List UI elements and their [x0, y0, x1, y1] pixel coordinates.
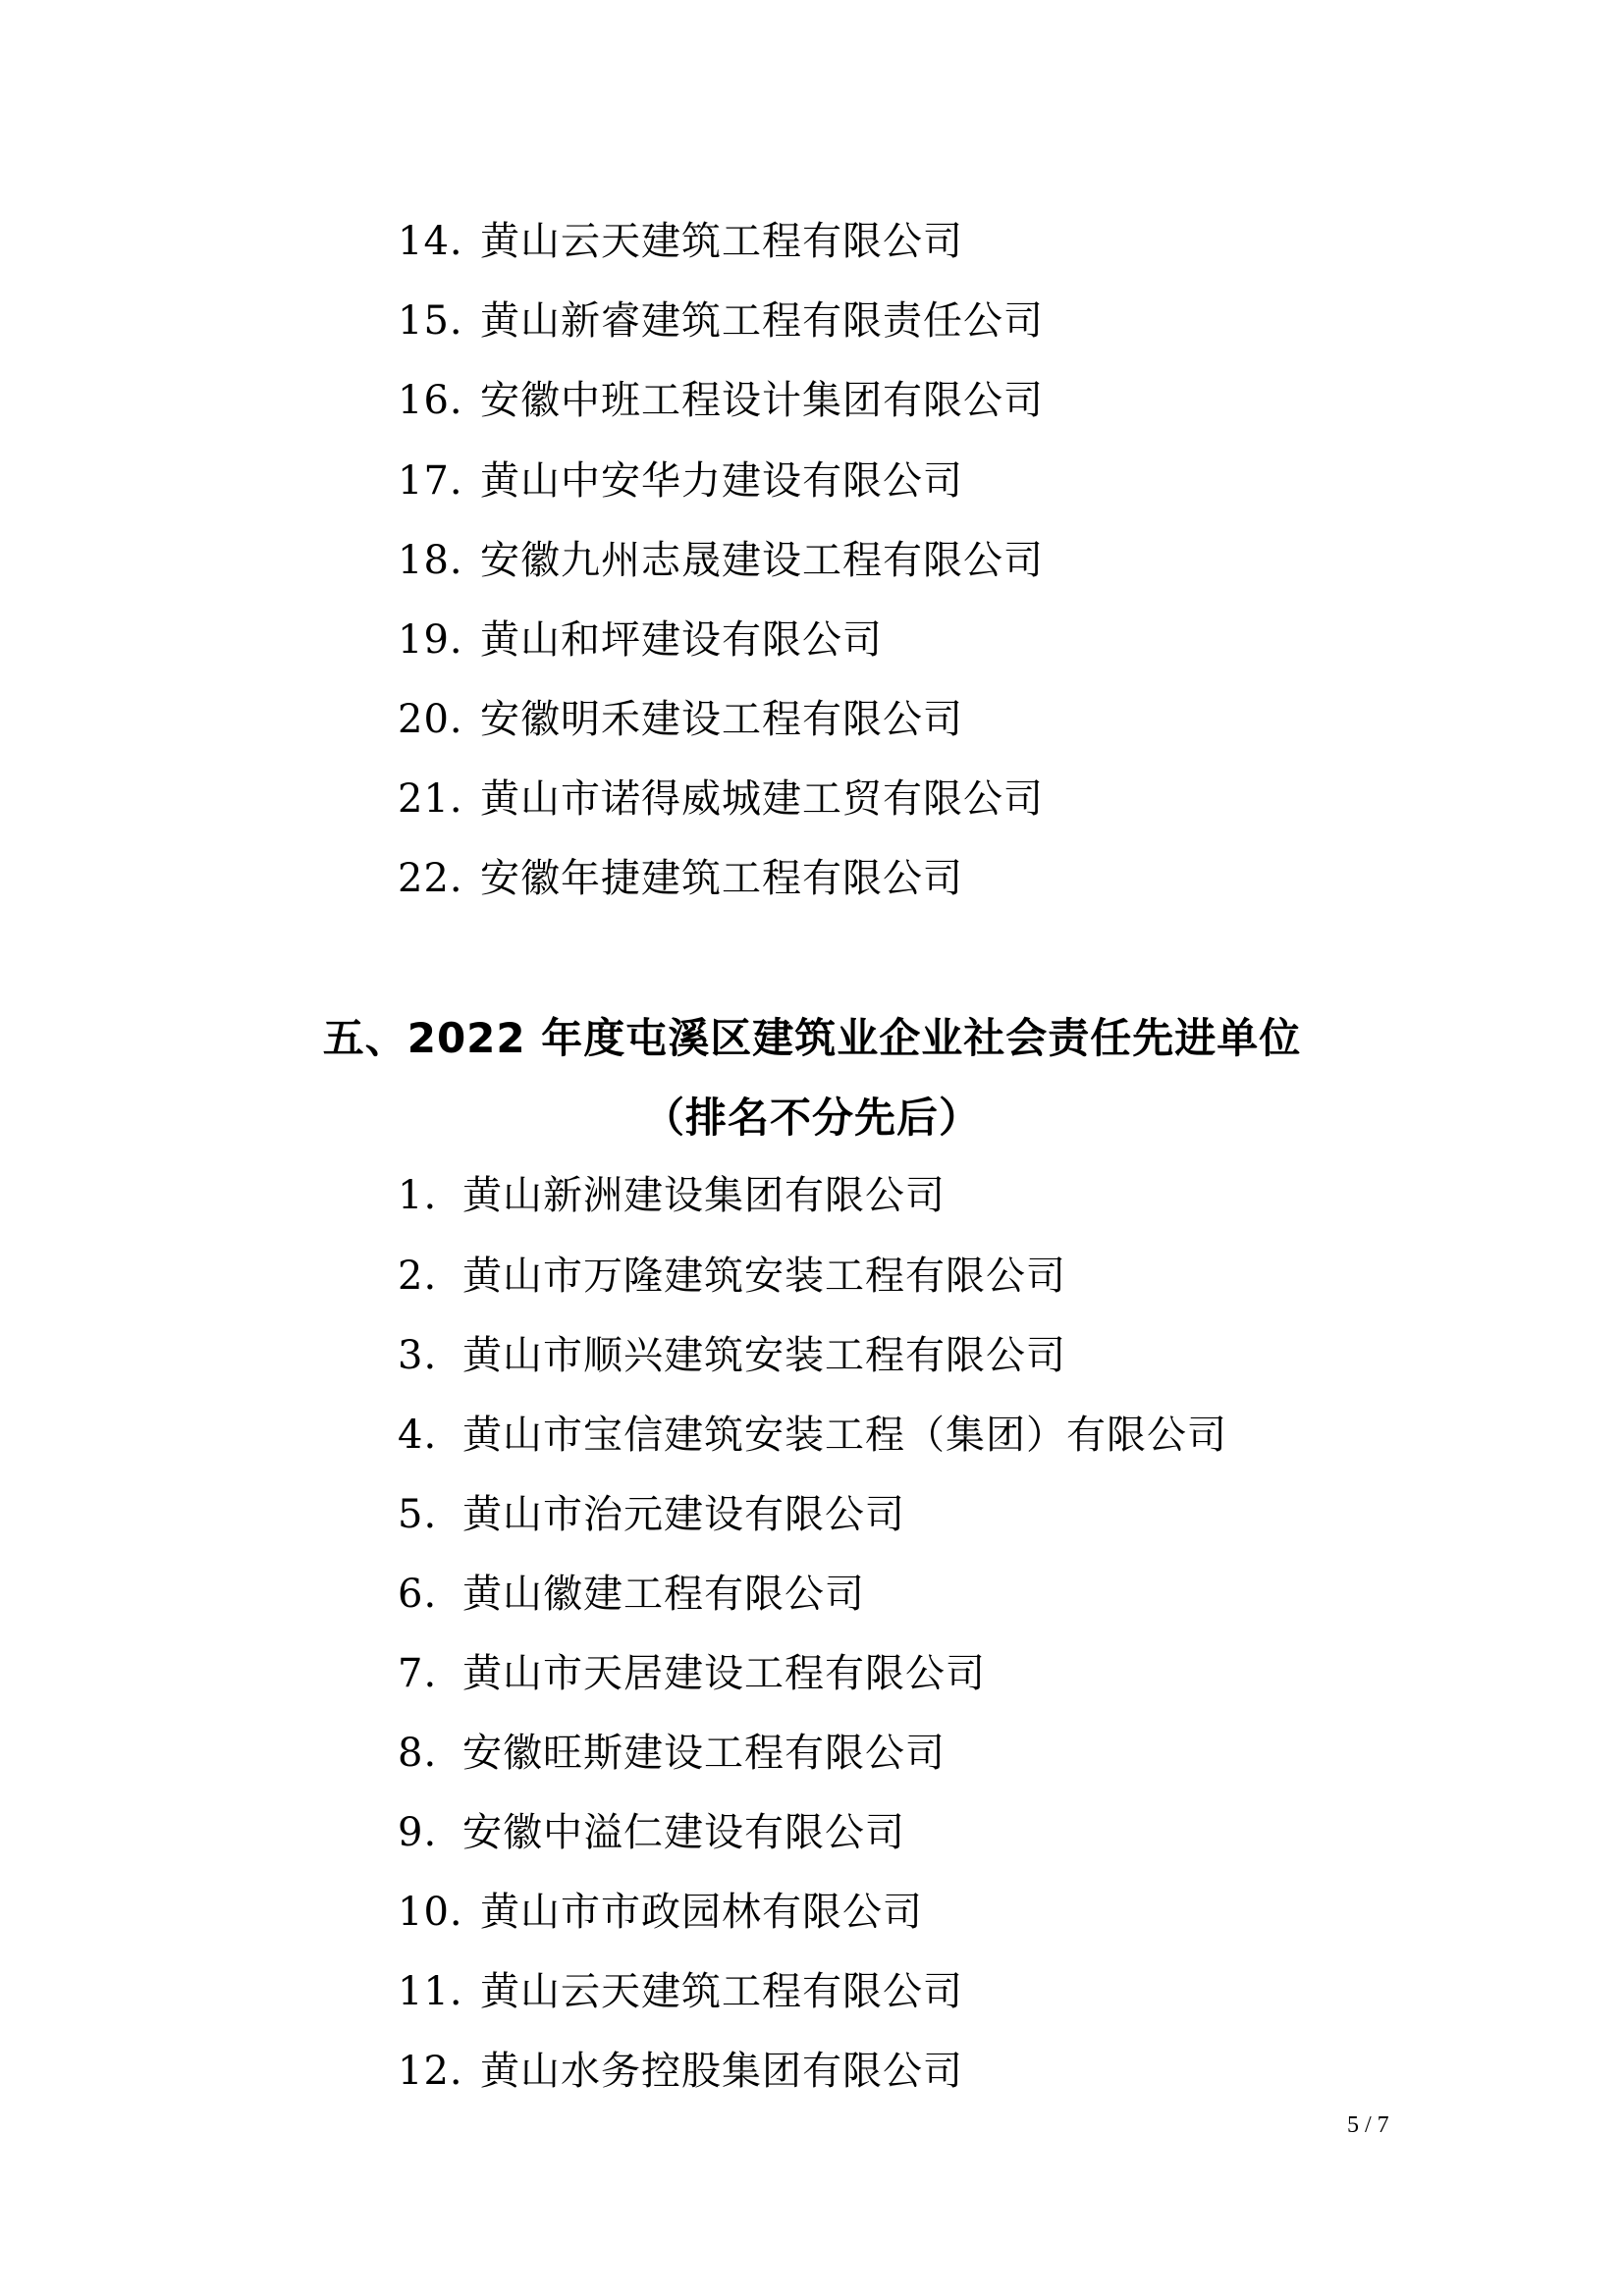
list-item	[398, 849, 963, 908]
list-item	[398, 1166, 946, 1225]
list-item	[398, 1962, 963, 2021]
page-number: 5 / 7	[1347, 2112, 1389, 2138]
company-name: 黄山新睿建筑工程有限责任公司	[480, 298, 1044, 344]
company-name: 安徽中班工程设计集团有限公司	[480, 378, 1044, 423]
list-item	[398, 452, 963, 510]
company-name: 黄山市顺兴建筑安装工程有限公司	[462, 1333, 1066, 1378]
list-item	[398, 1724, 946, 1783]
item-number: 16.	[398, 378, 463, 423]
list-item	[398, 2042, 963, 2101]
company-name: 安徽旺斯建设工程有限公司	[462, 1731, 946, 1776]
list-item	[398, 1803, 905, 1862]
list-item	[398, 1247, 1066, 1306]
company-name: 黄山云天建筑工程有限公司	[480, 219, 963, 264]
item-number: 20.	[398, 697, 463, 742]
list-item	[398, 1485, 905, 1544]
list-item	[398, 371, 1044, 430]
list-item	[398, 212, 963, 271]
company-name: 黄山市治元建设有限公司	[462, 1492, 905, 1537]
company-name: 黄山和坪建设有限公司	[480, 617, 883, 663]
section-subtitle: （排名不分先后）	[642, 1094, 981, 1142]
item-number: 11.	[398, 1969, 463, 2014]
company-name: 黄山新洲建设集团有限公司	[462, 1173, 946, 1218]
company-name: 黄山市诺得威城建工贸有限公司	[480, 776, 1044, 822]
company-name: 黄山市宝信建筑安装工程（集团）有限公司	[462, 1413, 1227, 1458]
list-item	[398, 1644, 986, 1703]
item-number: 19.	[398, 617, 463, 663]
item-number: 7.	[398, 1651, 438, 1696]
company-name: 黄山中安华力建设有限公司	[480, 458, 963, 504]
list-item	[398, 531, 1044, 590]
item-number: 4.	[398, 1413, 438, 1458]
item-number: 9.	[398, 1810, 438, 1855]
company-name: 安徽九州志晟建设工程有限公司	[480, 538, 1044, 583]
item-number: 15.	[398, 298, 463, 344]
item-number: 18.	[398, 538, 463, 583]
list-item	[398, 1326, 1066, 1385]
item-number: 6.	[398, 1572, 438, 1617]
item-number: 8.	[398, 1731, 438, 1776]
company-name: 安徽年捷建筑工程有限公司	[480, 856, 963, 901]
company-name: 黄山水务控股集团有限公司	[480, 2049, 963, 2094]
item-number: 21.	[398, 776, 463, 822]
item-number: 17.	[398, 458, 463, 504]
item-number: 14.	[398, 219, 463, 264]
list-item	[398, 770, 1044, 828]
list-item	[398, 690, 963, 749]
list-item	[398, 292, 1044, 350]
section-title: 五、2022 年度屯溪区建筑业企业社会责任先进单位	[322, 1014, 1302, 1062]
list-item	[398, 1565, 865, 1624]
item-number: 10.	[398, 1890, 463, 1935]
item-number: 2.	[398, 1254, 438, 1299]
company-name: 黄山市万隆建筑安装工程有限公司	[462, 1254, 1066, 1299]
list-item	[398, 1406, 1227, 1465]
item-number: 1.	[398, 1173, 438, 1218]
company-name: 安徽中溢仁建设有限公司	[462, 1810, 905, 1855]
list-item	[398, 1883, 923, 1942]
company-name: 黄山徽建工程有限公司	[462, 1572, 865, 1617]
company-name: 黄山市天居建设工程有限公司	[462, 1651, 986, 1696]
item-number: 3.	[398, 1333, 438, 1378]
item-number: 22.	[398, 856, 463, 901]
item-number: 12.	[398, 2049, 463, 2094]
company-name: 安徽明禾建设工程有限公司	[480, 697, 963, 742]
list-item	[398, 611, 883, 669]
item-number: 5.	[398, 1492, 438, 1537]
company-name: 黄山市市政园林有限公司	[480, 1890, 923, 1935]
company-name: 黄山云天建筑工程有限公司	[480, 1969, 963, 2014]
